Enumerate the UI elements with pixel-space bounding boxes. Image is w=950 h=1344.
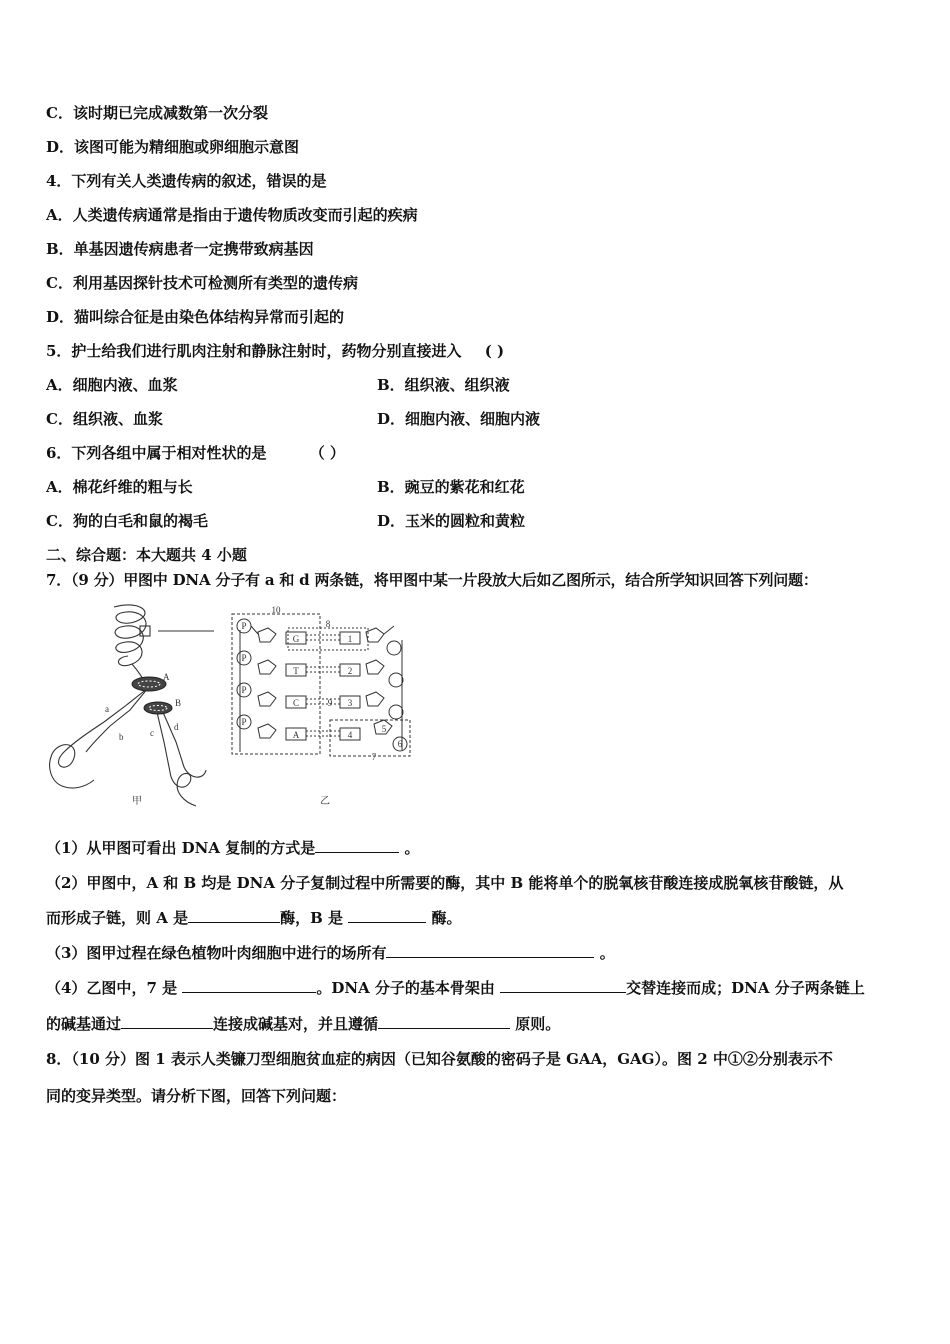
q5-option-a: A．细胞内液、血浆 bbox=[46, 376, 178, 394]
num-label-9: 9 bbox=[327, 698, 333, 708]
q6-option-b: B．豌豆的紫花和红花 bbox=[377, 478, 525, 496]
num-label-10: 10 bbox=[271, 605, 281, 615]
num-label-2: 2 bbox=[347, 666, 353, 676]
q6-option-c: C．狗的白毛和鼠的褐毛 bbox=[46, 512, 208, 530]
q7-sub3 bbox=[46, 943, 615, 963]
phosphate-label-2: P bbox=[241, 653, 247, 663]
label-yi: 乙 bbox=[320, 796, 330, 807]
label-strand-a: a bbox=[105, 704, 109, 714]
q7-sub4-text-c: 交替连接而成；DNA 分子两条链上 bbox=[626, 979, 865, 997]
q7-sub2-text-a: 而形成子链，则 A 是 bbox=[46, 909, 189, 927]
phosphate-label-1: P bbox=[241, 621, 247, 631]
q7-sub4-line2 bbox=[46, 1014, 560, 1034]
q7-sub4-blank-a[interactable] bbox=[182, 978, 316, 993]
q8-line2: 同的变异类型。请分析下图，回答下列问题： bbox=[46, 1087, 347, 1105]
q7-sub4-blank-b[interactable] bbox=[500, 978, 626, 993]
section-heading: 二、综合题：本大题共 4 小题 bbox=[46, 546, 247, 564]
enzyme-a bbox=[132, 677, 166, 691]
q6-answer-paren: （ ） bbox=[309, 444, 345, 462]
q7-sub1-blank[interactable] bbox=[315, 838, 399, 853]
phosphate-label-4: P bbox=[241, 717, 247, 727]
q7-sub3-text: （3）图甲过程在绿色植物叶肉细胞中进行的场所有 bbox=[46, 944, 387, 962]
q4-option-c: C．利用基因探针技术可检测所有类型的遗传病 bbox=[46, 274, 358, 292]
label-strand-c: c bbox=[150, 728, 154, 738]
q3-option-c: C．该时期已完成减数第一次分裂 bbox=[46, 104, 268, 122]
q7-sub3-end: 。 bbox=[599, 944, 615, 962]
q7-sub2-blank-a[interactable] bbox=[188, 908, 280, 923]
base-label-4: A bbox=[292, 730, 300, 740]
q7-sub1-end: 。 bbox=[404, 839, 420, 857]
num-label-6: 6 bbox=[397, 739, 403, 749]
q7-sub4-blank-c[interactable] bbox=[121, 1014, 213, 1029]
q7-sub4-text-b: 。DNA 分子的基本骨架由 bbox=[316, 979, 495, 997]
q7-stem: 7．（9 分）甲图中 DNA 分子有 a 和 d 两条链，将甲图中某一片段放大后如乙图所示，结合所学知识回答下列问题： bbox=[46, 571, 818, 589]
q6-stem: 6．下列各组中属于相对性状的是 bbox=[46, 444, 267, 462]
q5-option-d: D．细胞内液、细胞内液 bbox=[377, 410, 541, 428]
q5-option-b: B．组织液、组织液 bbox=[377, 376, 510, 394]
q5-option-c: C．组织液、血浆 bbox=[46, 410, 163, 428]
dna-segment-yi bbox=[232, 614, 410, 756]
q7-sub4-text-e: 连接成碱基对，并且遵循 bbox=[213, 1015, 379, 1033]
q7-sub2-line1: （2）甲图中，A 和 B 均是 DNA 分子复制过程中所需要的酶，其中 B 能将单个的脱氧核苷酸连接成脱氧核苷酸链，从 bbox=[46, 874, 844, 892]
q7-sub4-text-f: 原则。 bbox=[515, 1015, 561, 1033]
replication-diagram-jia bbox=[50, 605, 214, 806]
num-label-1: 1 bbox=[347, 634, 353, 644]
dna-figure bbox=[44, 602, 424, 814]
q3-option-d: D．该图可能为精细胞或卵细胞示意图 bbox=[46, 138, 300, 156]
label-strand-d: d bbox=[174, 722, 179, 732]
base-label-3: C bbox=[292, 698, 300, 708]
q7-sub2-line2 bbox=[46, 908, 461, 928]
q4-option-d: D．猫叫综合征是由染色体结构异常而引起的 bbox=[46, 308, 345, 326]
label-jia: 甲 bbox=[132, 796, 142, 807]
q5-stem: 5．护士给我们进行肌肉注射和静脉注射时，药物分别直接进入 bbox=[46, 342, 462, 360]
q5-answer-paren: ( ) bbox=[484, 342, 505, 360]
q4-option-a: A．人类遗传病通常是指由于遗传物质改变而引起的疾病 bbox=[46, 206, 418, 224]
base-label-1: G bbox=[292, 634, 300, 644]
label-strand-b: b bbox=[119, 732, 124, 742]
q8-line1: 8．（10 分）图 1 表示人类镰刀型细胞贫血症的病因（已知谷氨酸的密码子是 GAA，GAG）。图 2 中①②分别表示不 bbox=[46, 1050, 833, 1068]
q7-sub2-blank-b[interactable] bbox=[348, 908, 426, 923]
q4-stem: 4．下列有关人类遗传病的叙述，错误的是 bbox=[46, 172, 327, 190]
phosphate-label-3: P bbox=[241, 685, 247, 695]
q7-sub4-text-a: （4）乙图中，7 是 bbox=[46, 979, 178, 997]
q7-sub2-text-b: 酶，B 是 bbox=[280, 909, 343, 927]
q7-sub4-blank-d[interactable] bbox=[378, 1014, 510, 1029]
enzyme-b bbox=[144, 702, 172, 714]
q6-option-d: D．玉米的圆粒和黄粒 bbox=[377, 512, 526, 530]
num-label-5: 5 bbox=[381, 724, 387, 734]
q6-stem-line bbox=[46, 443, 345, 463]
label-enzyme-b: B bbox=[175, 698, 182, 708]
q5-stem-line bbox=[46, 341, 504, 361]
num-label-8: 8 bbox=[325, 619, 331, 629]
num-label-4: 4 bbox=[347, 730, 353, 740]
q6-option-a: A．棉花纤维的粗与长 bbox=[46, 478, 193, 496]
q4-option-b: B．单基因遗传病患者一定携带致病基因 bbox=[46, 240, 314, 258]
q7-sub4-line1 bbox=[46, 978, 865, 998]
base-label-2: T bbox=[293, 666, 299, 676]
q7-sub1-text: （1）从甲图可看出 DNA 复制的方式是 bbox=[46, 839, 316, 857]
q7-sub2-text-c: 酶。 bbox=[431, 909, 462, 927]
q7-sub4-text-d: 的碱基通过 bbox=[46, 1015, 122, 1033]
q7-sub1 bbox=[46, 838, 420, 858]
num-label-7: 7 bbox=[371, 752, 377, 762]
label-enzyme-a: A bbox=[163, 672, 170, 682]
num-label-3: 3 bbox=[347, 698, 353, 708]
q7-sub3-blank[interactable] bbox=[386, 943, 594, 958]
